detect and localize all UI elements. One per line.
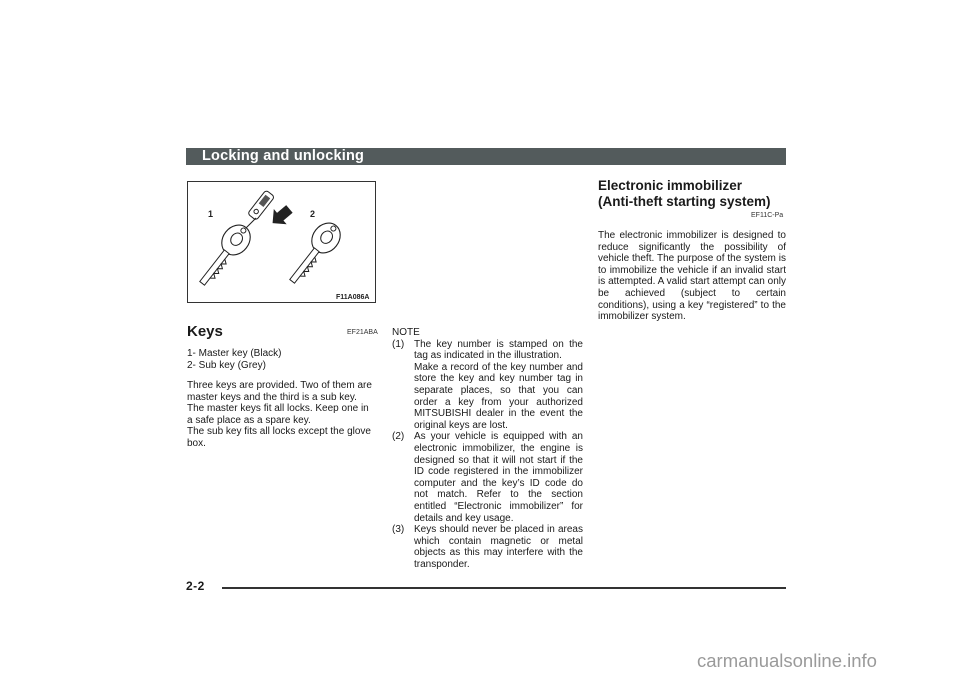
master-key-icon (192, 219, 256, 291)
page-number: 2-2 (186, 579, 205, 593)
immobilizer-heading (598, 178, 771, 210)
watermark: carmanualsonline.info (697, 650, 877, 671)
note-item-2 (392, 431, 583, 524)
sub-key-icon (282, 217, 346, 289)
keys-paragraph: The master keys fit all locks. Keep one in a safe place as a spare key. (187, 403, 369, 426)
note-block (392, 327, 583, 570)
keys-paragraph: Three keys are provided. Two of them are master keys and the third is a sub key. (187, 380, 372, 403)
legend-item-master: 1- Master key (Black) (187, 348, 282, 359)
immobilizer-heading-line1: Electronic immobilizer (598, 178, 743, 193)
note-item-text: As your vehicle is equipped with an electronic immobilizer, the engine is designed so that it will not start if the ID code registered in the immobilizer computer and the key’s ID code do not match. Refer to the section entitled “Electronic immobilizer” for details and key usage. (414, 431, 583, 524)
section-header-bar (186, 148, 786, 165)
section-title: Locking and unlocking (202, 148, 365, 164)
figure-code: F11A086A (336, 294, 370, 301)
figure-label-2: 2 (310, 209, 316, 219)
immobilizer-section-code: EF11C-Pa (751, 212, 784, 219)
keys-description (187, 380, 377, 450)
footer-rule (222, 587, 786, 589)
note-item-1 (392, 339, 583, 432)
immobilizer-heading-line2: (Anti-theft starting system) (598, 194, 771, 209)
keys-section-code: EF21ABA (347, 329, 378, 336)
note-item-text: The key number is stamped on the tag as indicated in the illustration. (414, 338, 583, 362)
keys-legend (187, 348, 377, 371)
immobilizer-description: The electronic immobilizer is designed to reduce significantly the possibility of vehicle theft. The purpose of the system is to immobilize the vehicle if an invalid start is attempted. A valid start attempt can only be achieved (subject to certain conditions), using a key “registered” to the immobilizer system. (598, 230, 786, 323)
note-title: NOTE (392, 327, 420, 338)
key-number-tag (248, 190, 275, 220)
keys-paragraph: The sub key fits all locks except the glove box. (187, 426, 371, 449)
note-item-number: (2) (392, 431, 405, 443)
note-item-3 (392, 524, 583, 570)
note-item-text: Keys should never be placed in areas which contain magnetic or metal objects as this may interfere with the transponder. (414, 524, 583, 570)
legend-item-sub: 2- Sub key (Grey) (187, 359, 266, 371)
keys-drawing (188, 182, 377, 304)
keys-illustration (187, 181, 376, 303)
keys-heading: Keys (187, 323, 223, 340)
note-item-number: (1) (392, 338, 405, 350)
note-item-text: Make a record of the key number and store the key and key number tag in separate places, so that you can order a key from your authorized MITSUBISHI dealer in the event the original keys are lost. (414, 361, 583, 431)
tag-pointer-arrow (266, 201, 296, 230)
figure-label-1: 1 (208, 209, 214, 219)
note-item-number: (3) (392, 524, 405, 536)
